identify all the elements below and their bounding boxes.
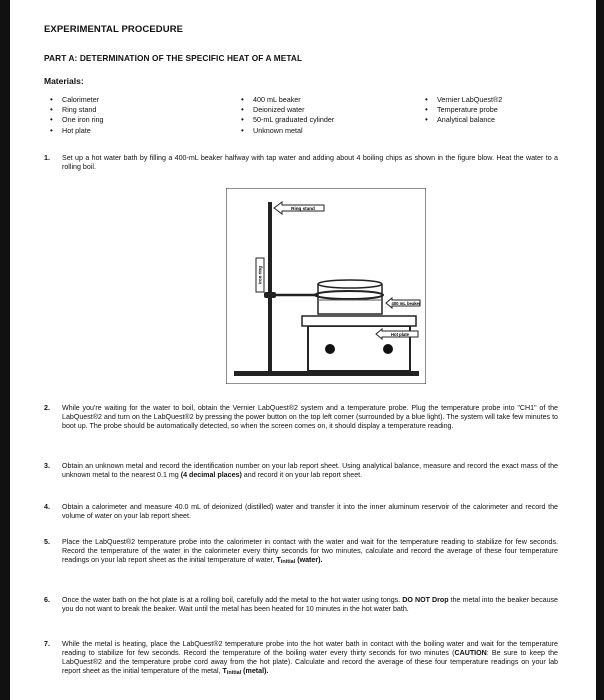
list-item: • Unknown metal <box>239 126 334 136</box>
step-number: 6. <box>44 596 50 604</box>
step-4 <box>44 503 558 521</box>
step-number: 2. <box>44 404 50 412</box>
materials-list-col2 <box>239 95 334 136</box>
step-3 <box>44 462 558 480</box>
list-item: • One iron ring <box>48 115 104 125</box>
step-number: 1. <box>44 154 50 162</box>
ring-clamp <box>264 292 276 298</box>
beaker-label: 400 mL beaker <box>391 301 421 306</box>
step-text: Once the water bath on the hot plate is at a rolling boil, carefully add the metal to the hot water using tongs. DO NOT Drop the metal into the beaker because you do not want to break the beaker. Wait until the metal has been heated for 10 minutes in the hot water bath. <box>62 596 559 614</box>
materials-list-col1 <box>48 95 104 136</box>
step-number: 7. <box>44 640 50 648</box>
step-number: 5. <box>44 538 50 546</box>
step-2 <box>44 404 558 431</box>
list-item: • Ring stand <box>48 105 104 115</box>
step-text: Place the LabQuest®2 temperature probe into the calorimeter in contact with the water and wait for the temperature reading to stabilize for few seconds. Record the temperature of the water in the calorimeter every thirty seconds for two minutes, calculate and record the average of these four temperature readings on your lab report sheet as the initial temperature of water, Tinitial (water). <box>62 538 558 566</box>
hot-plate-knob-left <box>325 344 335 354</box>
ring-stand-label: Ring stand <box>291 206 315 212</box>
list-item: • Calorimeter <box>48 95 104 105</box>
step-text: While you're waiting for the water to boil, obtain the Vernier LabQuest®2 system and a temperature probe. Plug the temperature probe into "CH1" of the LabQuest®2 and turn on the LabQuest®2 by pressing the power button on the top left corner (surrounded by a blue light). The system will take few minutes to boot up. The probe should be automatically detected, so when the screen comes on, it should display a temperature reading. <box>62 404 558 431</box>
list-item: • Deionized water <box>239 105 334 115</box>
materials-list-col3 <box>423 95 502 126</box>
step-number: 4. <box>44 503 50 511</box>
step-text: Obtain a calorimeter and measure 40.0 mL of deionized (distilled) water and transfer it into the inner aluminum reservoir of the calorimeter and record the volume of water on your lab report sheet. <box>62 503 558 521</box>
step-text: Obtain an unknown metal and record the identification number on your lab report sheet. Using analytical balance, measure and record the exact mass of the unknown metal to the nearest 0.1 mg (4 decimal places) and record it on your lab report sheet. <box>62 462 558 480</box>
iron-ring-label: Iron ring <box>257 266 263 284</box>
list-item: • Vernier LabQuest®2 <box>423 95 502 105</box>
list-item: • Temperature probe <box>423 105 502 115</box>
list-item: • 50-mL graduated cylinder <box>239 115 334 125</box>
step-7 <box>44 640 558 678</box>
right-dark-edge <box>596 0 604 700</box>
hot-plate-knob-right <box>383 344 393 354</box>
list-item: • 400 mL beaker <box>239 95 334 105</box>
page-title: EXPERIMENTAL PROCEDURE <box>44 24 184 35</box>
step-text: Set up a hot water bath by filling a 400-mL beaker halfway with tap water and adding about 4 boiling chips as shown in the figure blow. Heat the water to a rolling boil. <box>62 154 558 172</box>
step-5 <box>44 538 558 567</box>
setup-figure <box>226 188 426 384</box>
step-text: While the metal is heating, place the LabQuest®2 temperature probe into the hot water bath in contact with the boiling water and wait for the temperature reading to stabilize for few seconds. Record the temperature of the boiling water every thirty seconds for two minutes (CAUTION: Be sure to keep the LabQuest®2 and the temperature probe cord away from the hot plate). Calculate and record the average of these four temperature readings on your lab report sheet as the initial temperature of the metal, Tinitial (metal). <box>62 640 558 677</box>
left-dark-edge <box>0 0 10 700</box>
materials-heading: Materials: <box>44 76 84 86</box>
ring-stand-rod <box>268 202 272 372</box>
list-item: • Hot plate <box>48 126 104 136</box>
list-item: • Analytical balance <box>423 115 502 125</box>
document-page <box>30 0 570 700</box>
step-6 <box>44 596 558 614</box>
hot-plate-label: Hot plate <box>391 332 409 337</box>
step-number: 3. <box>44 462 50 470</box>
step-1 <box>44 154 558 172</box>
hot-plate-top <box>302 316 416 326</box>
part-a-heading: PART A: DETERMINATION OF THE SPECIFIC HEAT OF A METAL <box>44 53 303 63</box>
